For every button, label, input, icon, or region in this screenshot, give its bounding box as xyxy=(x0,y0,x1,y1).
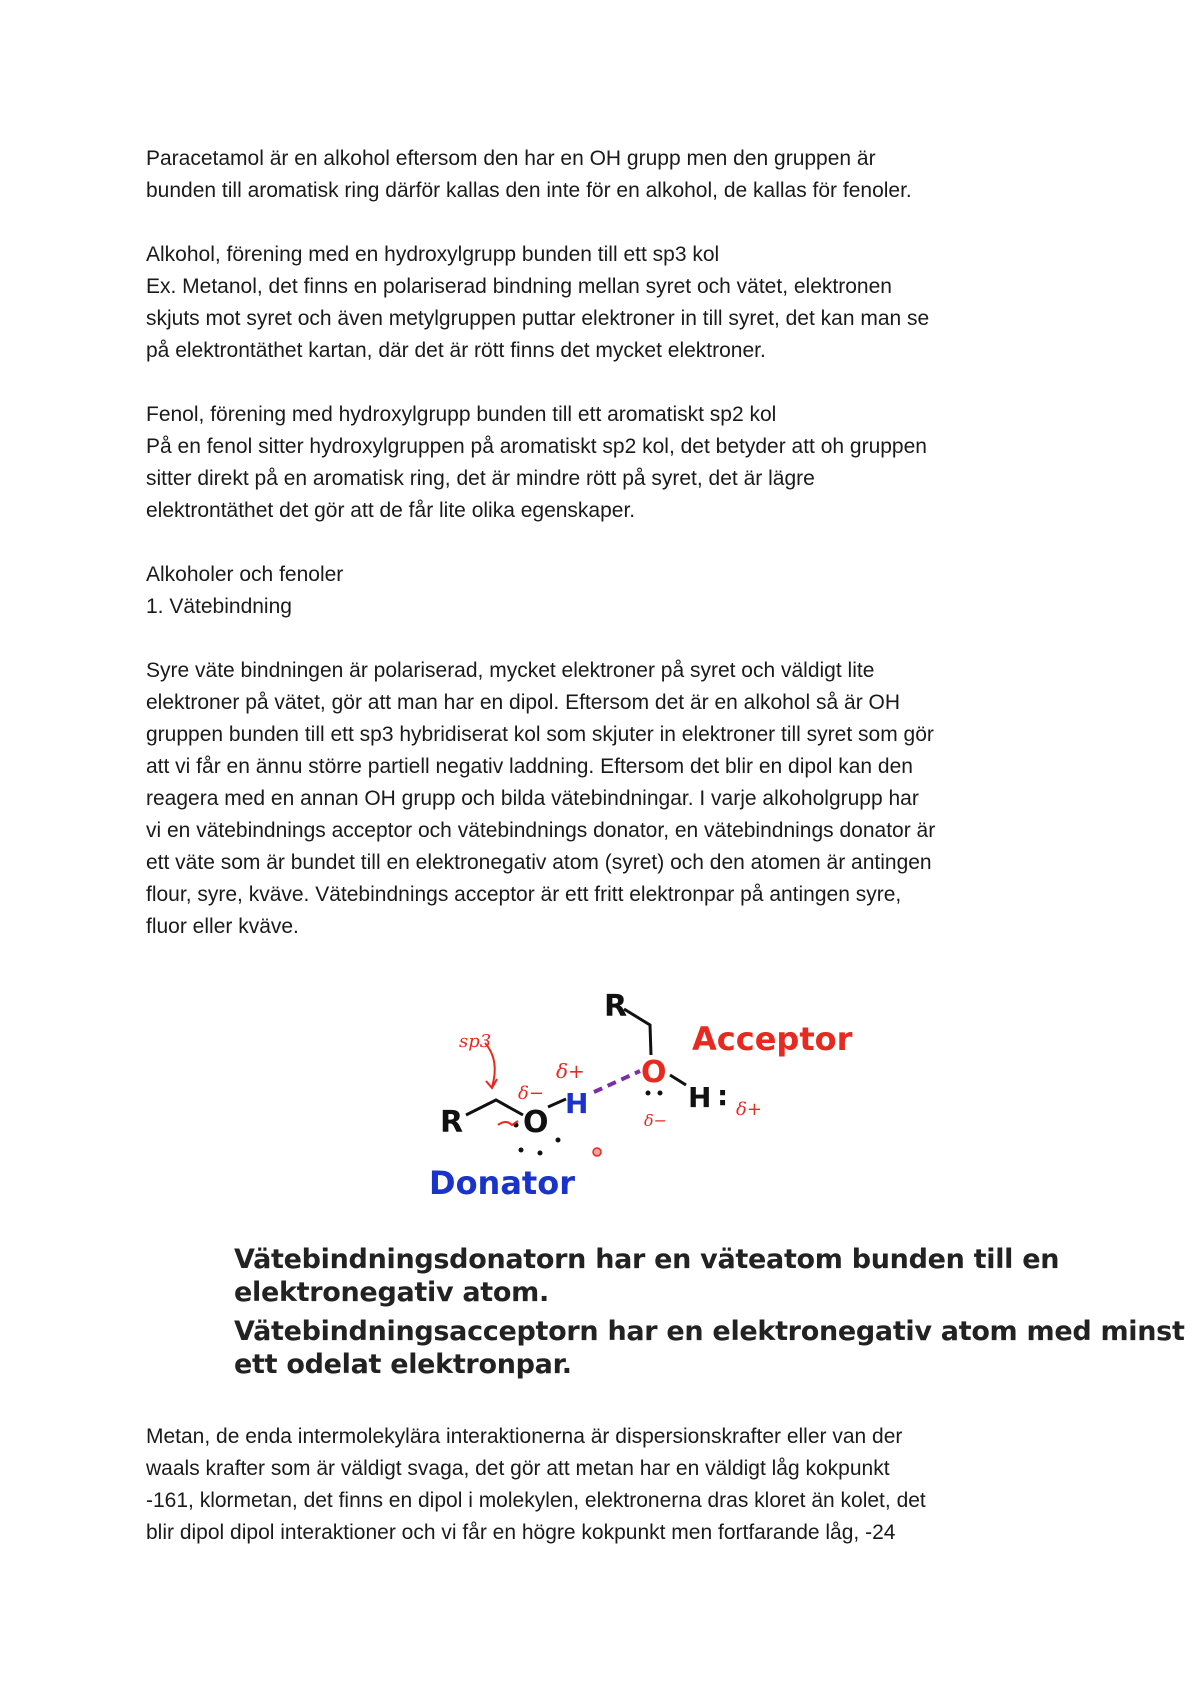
text-line: på elektrontäthet kartan, där det är rött finns det mycket elektroner. xyxy=(146,339,766,362)
oxygen-donor: O xyxy=(523,1105,549,1140)
bond-line xyxy=(548,1099,566,1107)
delta-minus-acceptor: δ− xyxy=(644,1111,668,1130)
r-group-top: R xyxy=(604,989,628,1024)
oxygen-acceptor: O xyxy=(641,1055,667,1090)
donator-label: Donator xyxy=(429,1164,575,1202)
lone-pair-dot xyxy=(519,1148,524,1153)
caption-line: Vätebindningsacceptorn har en elektronegativ atom med minst xyxy=(234,1316,1185,1347)
paragraph-metan xyxy=(146,1421,1086,1549)
text-line: Syre väte bindningen är polariserad, mycket elektroner på syret och väldigt lite xyxy=(146,659,875,682)
r-group-left: R xyxy=(440,1105,464,1140)
paragraph-paracetamol xyxy=(146,143,1086,207)
text-line: blir dipol dipol interaktioner och vi får en högre kokpunkt men fortfarande låg, -24 xyxy=(146,1521,896,1544)
red-dot xyxy=(593,1148,601,1156)
caption-acceptor xyxy=(234,1315,1185,1381)
delta-minus-donor: δ− xyxy=(518,1083,544,1104)
text-line: reagera med en annan OH grupp och bilda vätebindningar. I varje alkoholgrupp har xyxy=(146,787,919,810)
text-line: 1. Vätebindning xyxy=(146,595,292,618)
text-line: Metan, de enda intermolekylära interaktionerna är dispersionskrafter eller van der xyxy=(146,1425,903,1448)
caption-line: elektronegativ atom. xyxy=(234,1277,549,1308)
annotation-arrow-head xyxy=(486,1079,497,1088)
text-line: Alkoholer och fenoler xyxy=(146,563,344,586)
delta-plus-acceptor: δ+ xyxy=(736,1099,762,1120)
paragraph-vatebindning xyxy=(146,655,1086,943)
text-line: vi en vätebindnings acceptor och vätebindnings donator, en vätebindnings donator är xyxy=(146,819,936,842)
caption-line: ett odelat elektronpar. xyxy=(234,1349,572,1380)
text-line: waals krafter som är väldigt svaga, det gör att metan har en väldigt låg kokpunkt xyxy=(146,1457,890,1480)
text-line: -161, klormetan, det finns en dipol i molekylen, elektronerna dras kloret än kolet, det xyxy=(146,1489,926,1512)
text-line: bunden till aromatisk ring därför kallas den inte för en alkohol, de kallas för fenoler. xyxy=(146,179,912,202)
lone-pair-dot xyxy=(658,1091,663,1096)
delta-plus-donor: δ+ xyxy=(556,1059,585,1083)
caption-line: Vätebindningsdonatorn har en väteatom bunden till en xyxy=(234,1244,1060,1275)
text-line: flour, syre, kväve. Vätebindnings acceptor är ett fritt elektronpar på antingen syre, xyxy=(146,883,902,906)
paragraph-alkohol xyxy=(146,239,1086,367)
text-line: På en fenol sitter hydroxylgruppen på aromatiskt sp2 kol, det betyder att oh gruppen xyxy=(146,435,927,458)
lone-pair-dot xyxy=(556,1138,561,1143)
lone-pair-dot xyxy=(646,1091,651,1096)
text-line: skjuts mot syret och även metylgruppen puttar elektroner in till syret, det kan man se xyxy=(146,307,930,330)
text-line: sitter direkt på en aromatisk ring, det är mindre rött på syret, det är lägre xyxy=(146,467,815,490)
bond-line xyxy=(624,1009,651,1055)
text-line: fluor eller kväve. xyxy=(146,915,299,938)
text-line: elektroner på vätet, gör att man har en dipol. Eftersom det är en alkohol så är OH xyxy=(146,691,901,714)
text-line: elektrontäthet det gör att de får lite olika egenskaper. xyxy=(146,499,636,522)
text-line: Paracetamol är en alkohol eftersom den har en OH grupp men den gruppen är xyxy=(146,147,876,170)
text-line: Fenol, förening med hydroxylgrupp bunden till ett aromatiskt sp2 kol xyxy=(146,403,777,426)
lone-pair-colon: : xyxy=(717,1079,729,1112)
paragraph-fenol xyxy=(146,399,1086,527)
text-line: ett väte som är bundet till en elektronegativ atom (syret) och den atomen är antingen xyxy=(146,851,932,874)
text-line: att vi får en ännu större partiell negativ laddning. Eftersom det blir en dipol kan den xyxy=(146,755,913,778)
acceptor-label: Acceptor xyxy=(692,1020,853,1058)
lone-pair-dot xyxy=(538,1151,543,1156)
sp3-annotation: sp3 xyxy=(459,1031,492,1052)
text-line: Ex. Metanol, det finns en polariserad bindning mellan syret och vätet, elektronen xyxy=(146,275,892,298)
text-line: gruppen bunden till ett sp3 hybridiserat kol som skjuter in elektroner till syret som gör xyxy=(146,723,934,746)
hydrogen-donor: H xyxy=(565,1087,589,1120)
hydrogen-bond-dash xyxy=(594,1071,640,1092)
section-heading xyxy=(146,559,1086,623)
bond-line xyxy=(670,1075,686,1085)
bond-line xyxy=(466,1100,523,1115)
text-line: Alkohol, förening med en hydroxylgrupp bunden till ett sp3 kol xyxy=(146,243,720,266)
caption-donor xyxy=(234,1243,1094,1309)
hydrogen-acceptor: H xyxy=(688,1081,712,1114)
